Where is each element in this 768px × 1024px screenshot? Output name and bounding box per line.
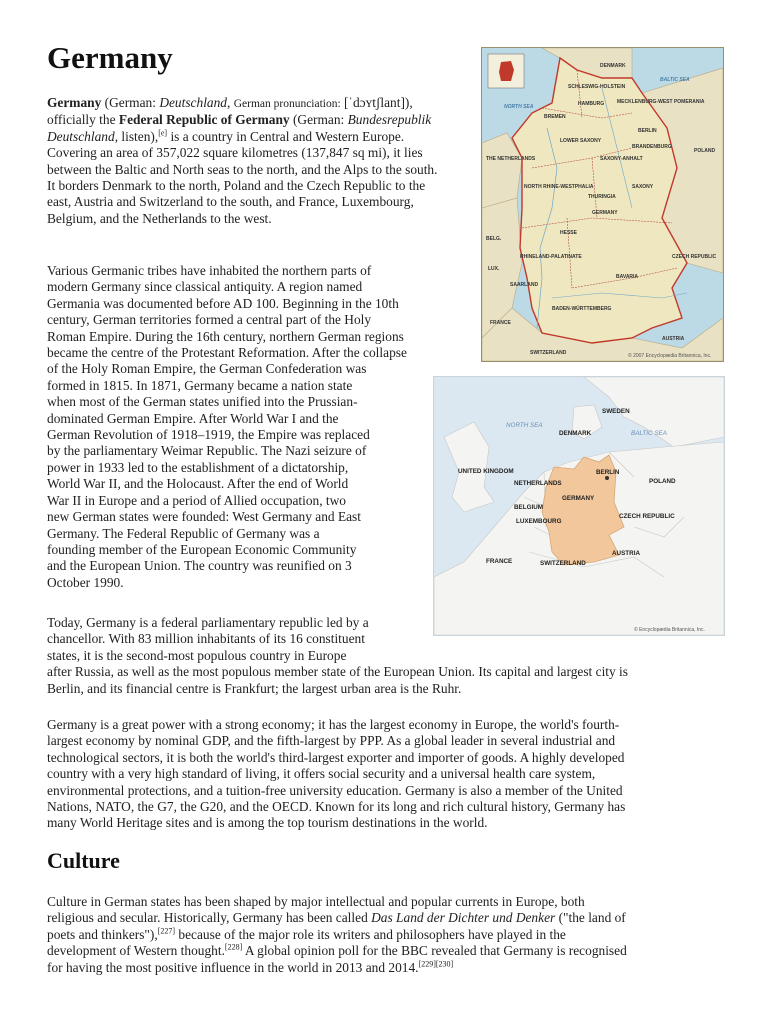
map-label: FRANCE (486, 558, 513, 565)
text-line: when most of the German states unified into the Prussian- (47, 394, 358, 410)
text-line: country with a very high standard of living, it offers social security and a universal health care system, (47, 766, 596, 782)
map-label: DENMARK (559, 430, 592, 437)
ipa-text: [ˈdɔʏtʃlant]), (340, 95, 413, 110)
map-label: HAMBURG (578, 101, 605, 107)
reference-229[interactable]: [229] (418, 959, 436, 969)
text-line: poets and thinkers"),[227] because of the major role its writers and philosophers have played in the (47, 926, 566, 942)
states-map-svg (482, 48, 723, 361)
text-line: Various Germanic tribes have inhabited the northern parts of (47, 263, 372, 278)
berlin-marker (605, 476, 609, 480)
map-label: FRANCE (490, 320, 511, 326)
text-line: power in 1933 led to the establishment of a dictatorship, (47, 459, 349, 475)
text-line: Roman Empire. During the 16th century, northern German regions (47, 328, 404, 344)
map-label: NORTH RHINE-WESTPHALIA (524, 184, 594, 190)
pronunciation-label: German pronunciation: (233, 98, 341, 110)
map-label: BAVARIA (616, 274, 639, 280)
map-label: LOWER SAXONY (560, 138, 602, 144)
map-label: POLAND (649, 478, 676, 485)
text-line: and the European Union. The country was reunified on 3 (47, 558, 352, 574)
map-label: SAXONY (632, 184, 654, 190)
map-label: DENMARK (600, 63, 626, 69)
text-line: dominated German Empire. After World War I and the (47, 410, 339, 426)
text-line: War II in Europe and a period of Allied occupation, two (47, 492, 346, 508)
text-line: by the parliamentary Weimar Republic. The Nazi seizure of (47, 443, 367, 459)
map-label: LUX. (488, 266, 500, 272)
map-label: CZECH REPUBLIC (619, 513, 675, 520)
map-label: BREMEN (544, 114, 566, 120)
map-label: BERLIN (596, 469, 620, 476)
states-map-image (481, 47, 724, 362)
map-label: BRANDENBURG (632, 144, 672, 150)
text-line: Germany. The Federal Republic of Germany was a (47, 525, 320, 541)
map-label: NORTH SEA (504, 104, 534, 110)
map-label: NORTH SEA (506, 422, 543, 429)
text-line: many World Heritage sites and is among the top tourism destinations in the world. (47, 815, 488, 831)
map-label: CZECH REPUBLIC (672, 254, 717, 260)
text-line: after Russia, as well as the most populous member state of the European Union. Its capital and largest city is (47, 664, 628, 680)
culture-heading: Culture (47, 848, 120, 873)
text-line: technological sectors, it is both the world's third-largest exporter and importer of goods. A highly developed (47, 749, 625, 765)
history-paragraph (47, 263, 407, 591)
text-line: states, it is the second-most populous country in Europe (47, 647, 347, 663)
culture-paragraph (47, 894, 627, 976)
map-label: BERLIN (638, 128, 657, 134)
map-label: THURINGIA (588, 194, 616, 200)
german-name: Deutschland (159, 95, 227, 110)
text-line: Berlin, and its financial centre is Frankfurt; the largest urban area is the Ruhr. (47, 680, 462, 696)
reference-230[interactable]: [230] (435, 959, 454, 969)
text-line: Germany is a great power with a strong economy; it has the largest economy in Europe, the world's fourth- (47, 717, 620, 732)
map-label: AUSTRIA (612, 550, 640, 557)
text-line: for having the most positive influence in the world in 2013 and 2014.[229][230] (47, 959, 454, 975)
map-label: LUXEMBOURG (516, 518, 562, 525)
map-label: POLAND (694, 148, 716, 154)
land-of-poets-phrase: Das Land der Dichter und Denker (371, 910, 556, 926)
text-line: World War II, and the Holocaust. After the end of World (47, 476, 349, 492)
map-label: HESSE (560, 230, 577, 236)
text-line: Culture in German states has been shaped by major intellectual and popular currents in Europe, both (47, 894, 585, 909)
map-label: BALTIC SEA (660, 77, 690, 83)
map-label: BADEN-WÜRTTEMBERG (552, 306, 612, 312)
reference-227[interactable]: [227] (157, 926, 176, 936)
text-line: October 1990. (47, 574, 124, 590)
text-line: formed in 1815. In 1871, Germany became a nation state (47, 377, 353, 393)
map-label: SCHLESWIG-HOLSTEIN (568, 84, 626, 90)
map-copyright: © Encyclopædia Britannica, Inc. (634, 627, 705, 633)
text-line: Nations, NATO, the G7, the G20, and the OECD. Known for its long and rich cultural history, Germany has (47, 799, 626, 815)
map-label: AUSTRIA (662, 336, 685, 342)
text-line: German Revolution of 1918–1919, the Empire was replaced (47, 427, 370, 443)
lead-term: Germany (47, 95, 102, 110)
text-line: Today, Germany is a federal parliamentary republic led by a (47, 615, 369, 630)
europe-map-image (433, 376, 725, 636)
text-line: development of Western thought.[228] A global opinion poll for the BBC revealed that Germany is recognised (47, 942, 627, 959)
text-line: Germania was documented before AD 100. Beginning in the 10th (47, 295, 399, 311)
text-line: largest economy by nominal GDP, and the fifth-largest by PPP. As a global leader in several industrial and (47, 733, 616, 749)
text-line: environmental protections, and a tuition-free university education. Germany is also a member of the United (47, 782, 623, 798)
map-label: GERMANY (562, 495, 595, 502)
map-label: SAARLAND (510, 282, 539, 288)
map-label: RHINELAND-PALATINATE (520, 254, 582, 260)
text-line: century, German territories formed a central part of the Holy (47, 312, 372, 328)
text-line: modern Germany since classical antiquity. A region named (47, 279, 363, 295)
intro-paragraph: Germany (German: Deutschland, German pronunciation: [ˈdɔʏtʃlant]), officially the Federal Republic of Germany (German: Bundesrepublik Deutschland, listen),[e] is a country in Central and Western Europe. Covering an area of 357,022 square kilometres (137,847 sq mi), it lies between the Baltic and North seas to the north, and the Alps to the south. It borders Denmark to the north, Poland and the Czech Republic to the east, Austria and Switzerland to the south, and France, Luxembourg, Belgium, and the Netherlands to the west. (47, 95, 438, 226)
text-line: became the centre of the Protestant Reformation. After the collapse (47, 345, 407, 361)
text-line: founding member of the European Economic Community (47, 541, 357, 557)
listen-link[interactable]: , listen), (114, 128, 159, 144)
map-label: SWITZERLAND (530, 350, 567, 356)
europe-map-svg (434, 377, 724, 635)
reference-e[interactable]: [e] (158, 128, 168, 138)
map-label: SWEDEN (602, 408, 630, 415)
map-label: SWITZERLAND (540, 560, 586, 567)
official-german-name: Bundesrepublik Deutschland (47, 112, 432, 144)
map-label: MECKLENBURG-WEST POMERANIA (617, 99, 705, 105)
map-label: NETHERLANDS (514, 480, 562, 487)
map-label: BELG. (486, 236, 502, 242)
text-line: of the Holy Roman Empire, the German Confederation was (47, 361, 367, 377)
reference-228[interactable]: [228] (224, 942, 243, 952)
map-label: UNITED KINGDOM (458, 468, 514, 475)
map-copyright: © 2007 Encyclopædia Britannica, Inc. (628, 353, 712, 359)
text-line: chancellor. With 83 million inhabitants of its 16 constituent (47, 631, 365, 647)
text-line: religious and secular. Historically, Germany has been called Das Land der Dichter und Denker ("the land of (47, 910, 626, 926)
map-label: THE NETHERLANDS (486, 156, 536, 162)
economy-paragraph (47, 717, 625, 832)
map-label: BALTIC SEA (631, 430, 667, 437)
page-title: Germany (47, 40, 173, 75)
text-line: new German states were founded: West Germany and East (47, 509, 361, 525)
map-label: BELGIUM (514, 504, 544, 511)
official-name: Federal Republic of Germany (118, 112, 290, 128)
map-label: SAXONY-ANHALT (600, 156, 643, 162)
map-label: GERMANY (592, 210, 618, 216)
